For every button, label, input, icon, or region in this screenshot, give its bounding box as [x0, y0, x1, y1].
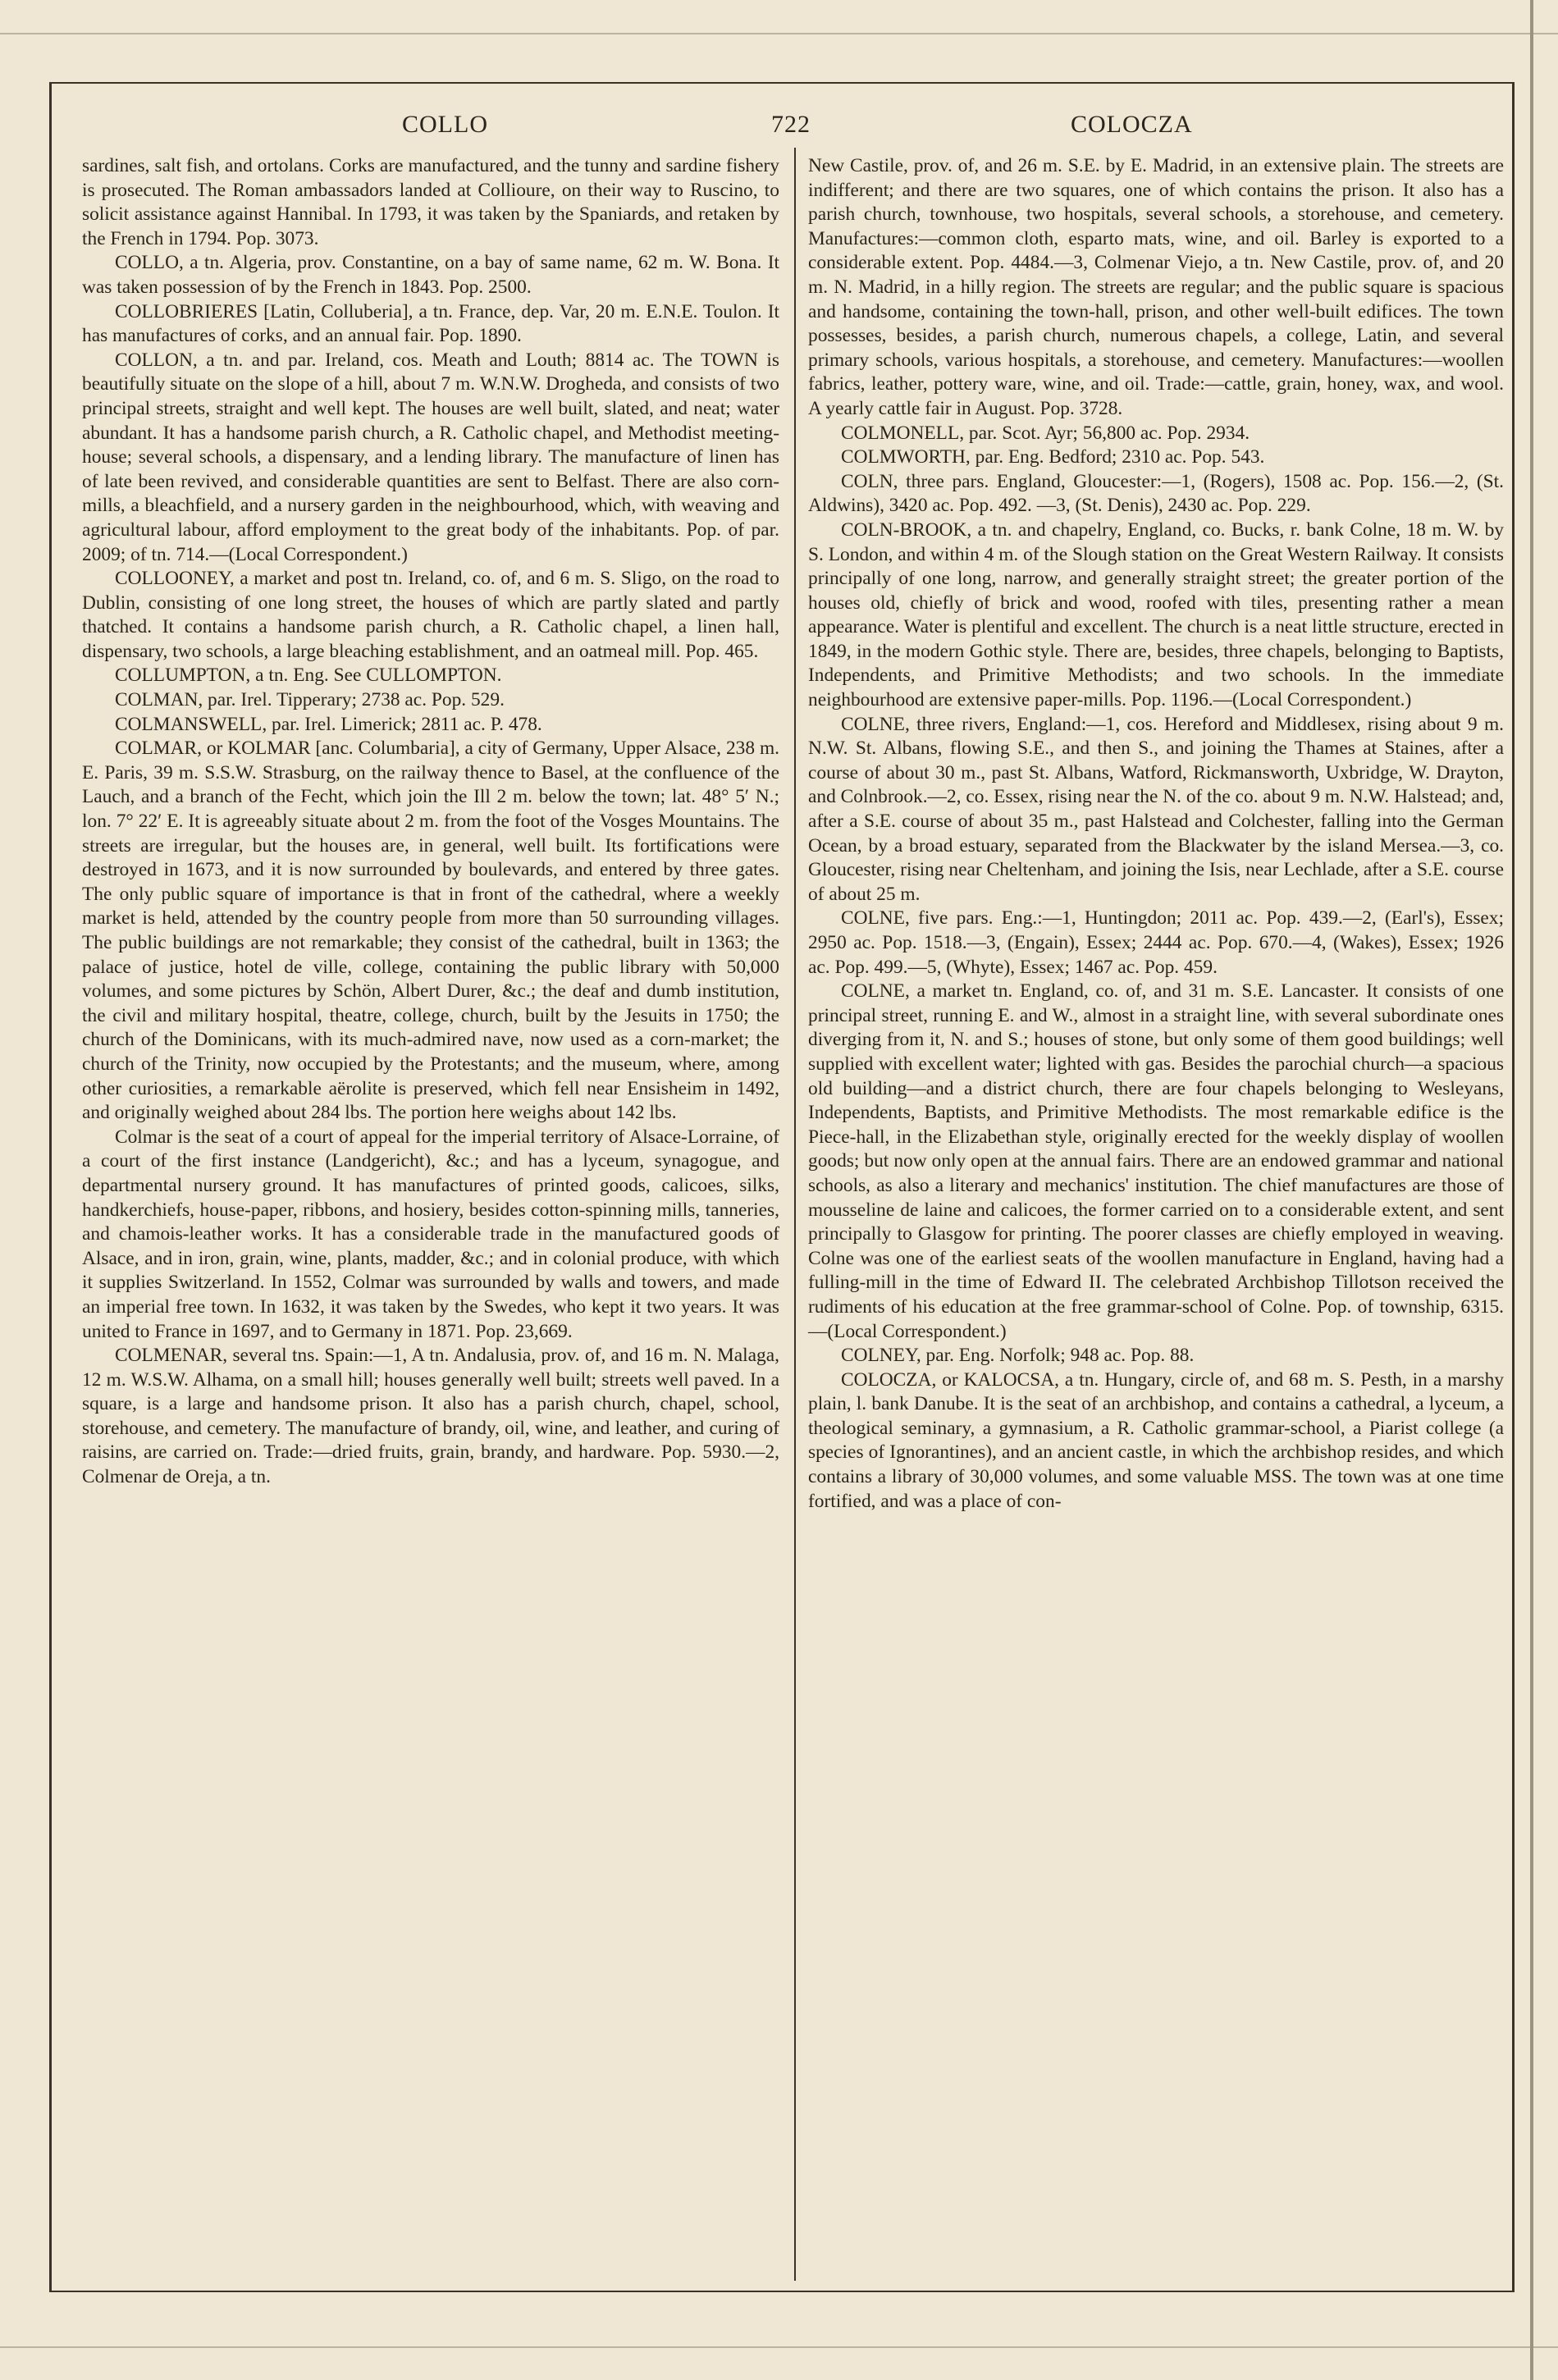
entry-paragraph: COLNE, five pars. Eng.:—1, Huntingdon; 2011 ac. Pop. 439.—2, (Earl's), Essex; 2950 ac. Pop. 1518.—3, (Engain), Essex; 2444 ac. Pop. 670.—4, (Wakes), Essex; 1926 ac. Pop. 499.—5, (Whyte), Essex; 1467 ac. Pop. 459.	[808, 907, 1504, 978]
header-right-word: COLOCZA	[1071, 111, 1193, 138]
entry-paragraph: COLMWORTH, par. Eng. Bedford; 2310 ac. Pop. 543.	[841, 446, 1265, 468]
entry-paragraph: COLLOONEY, a market and post tn. Ireland, co. of, and 6 m. S. Sligo, on the road to Dublin, consisting of one long street, the houses of which are partly slated and partly thatched. It contains a handsome parish church, a R. Catholic chapel, a linen hall, dispensary, two schools, a large bleaching establishment, and an oatmeal mill. Pop. 465.	[82, 568, 779, 662]
left-column	[82, 154, 779, 1490]
entry-paragraph: COLN-BROOK, a tn. and chapelry, England, co. Bucks, r. bank Colne, 18 m. W. by S. London, and within 4 m. of the Slough station on the Great Western Railway. It consists principally of one long, narrow, and generally straight street; the greater portion of the houses old, chiefly of brick and wood, roofed with tiles, presenting rather a mean appearance. Water is plentiful and excellent. The church is a neat little structure, erected in 1849, in the modern Gothic style. There are, besides, three chapels, belonging to Baptists, Independents, and Primitive Methodists; and two schools. In the immediate neighbourhood are extensive paper-mills. Pop. 1196.—(Local Correspondent.)	[808, 518, 1504, 711]
outer-rule-bottom	[0, 2346, 1558, 2348]
column-divider	[794, 148, 796, 2281]
entry-paragraph: COLNEY, par. Eng. Norfolk; 948 ac. Pop. 88.	[841, 1345, 1195, 1367]
outer-rule-top	[0, 33, 1558, 34]
header-left-word: COLLO	[402, 111, 488, 138]
entry-paragraph: COLLO, a tn. Algeria, prov. Constantine, on a bay of same name, 62 m. W. Bona. It was taken possession of by the French in 1843. Pop. 2500.	[82, 252, 779, 298]
entry-paragraph: Colmar is the seat of a court of appeal for the imperial territory of Alsace-Lorraine, of a court of the first instance (Landgericht), &c.; and has a lyceum, synagogue, and departmental nursery ground. It has manufactures of printed goods, calicoes, silks, handkerchiefs, house-paper, ribbons, and hosiery, besides cotton-spinning mills, tanneries, and chamois-leather works. It has a considerable trade in the manufactured goods of Alsace, and in iron, grain, wine, plants, madder, &c.; and in colonial produce, with which it supplies Switzerland. In 1552, Colmar was surrounded by walls and towers, and made an imperial free town. In 1632, it was taken by the Swedes, who kept it two years. It was united to France in 1697, and to Germany in 1871. Pop. 23,669.	[82, 1126, 779, 1342]
page-number: 722	[771, 111, 811, 138]
entry-paragraph: COLMAR, or KOLMAR [anc. Columbaria], a city of Germany, Upper Alsace, 238 m. E. Paris, 39 m. S.S.W. Strasburg, on the railway thence to Basel, at the confluence of the Lauch, and a branch of the Fecht, which join the Ill 2 m. below the town; lat. 48° 5′ N.; lon. 7° 22′ E. It is agreeably situate about 2 m. from the foot of the Vosges Mountains. The streets are irregular, but the houses are, in general, well built. Its fortifications were destroyed in 1673, and it is now surrounded by boulevards, and entered by three gates. The only public square of importance is that in front of the cathedral, where a weekly market is held, attended by the country people from more than 50 surrounding villages. The public buildings are not remarkable; they consist of the cathedral, built in 1363; the palace of justice, hotel de ville, college, containing the public library with 50,000 volumes, and some pictures by Schön, Albert Durer, &c.; the deaf and dumb institution, the civil and military hospital, theatre, college, church, built by the Jesuits in 1750; the church of the Dominicans, with its much-admired nave, now used as a corn-market; the church of the Trinity, now occupied by the Protestants; and the museum, where, among other curiosities, a remarkable aërolite is preserved, which fell near Ensisheim in 1492, and originally weighed about 284 lbs. The portion here weighs about 142 lbs.	[82, 738, 779, 1124]
entry-paragraph: COLMONELL, par. Scot. Ayr; 56,800 ac. Pop. 2934.	[841, 422, 1250, 444]
entry-paragraph: COLMANSWELL, par. Irel. Limerick; 2811 ac. P. 478.	[115, 713, 542, 735]
entry-paragraph: COLOCZA, or KALOCSA, a tn. Hungary, circle of, and 68 m. S. Pesth, in a marshy plain, l. bank Danube. It is the seat of an archbishop, and contains a cathedral, a lyceum, a theological seminary, a gymnasium, a R. Catholic grammar-school, a Piarist college (a species of Ignorantines), and an ancient castle, in which the archbishop resides, and which contains a library of 30,000 volumes, and some valuable MSS. The town was at one time fortified, and was a place of con-	[808, 1368, 1504, 1512]
entry-paragraph: New Castile, prov. of, and 26 m. S.E. by E. Madrid, in an extensive plain. The streets are indifferent; and there are two squares, one of which contains the prison. It also has a parish church, townhouse, two hospitals, several schools, a storehouse, and cemetery. Manufactures:—common cloth, esparto mats, wine, and oil. Barley is exported to a considerable extent. Pop. 4484.—3, Colmenar Viejo, a tn. New Castile, prov. of, and 20 m. N. Madrid, in a hilly region. The streets are regular; and the public square is spacious and handsome, containing the town-hall, prison, and other well-built edifices. The town possesses, besides, a parish church, numerous chapels, a college, Latin, and several primary schools, various hospitals, a storehouse, and cemetery. Manufactures:—woollen fabrics, leather, pottery ware, wine, and oil. Trade:—cattle, grain, honey, wax, and wool. A yearly cattle fair in August. Pop. 3728.	[808, 155, 1504, 419]
entry-paragraph: COLMAN, par. Irel. Tipperary; 2738 ac. Pop. 529.	[115, 689, 505, 711]
entry-paragraph: sardines, salt fish, and ortolans. Corks are manufactured, and the tunny and sardine fishery is prosecuted. The Roman ambassadors landed at Collioure, on their way to Ruscino, to solicit assistance against Hannibal. In 1793, it was taken by the Spaniards, and retaken by the French in 1794. Pop. 3073.	[82, 155, 779, 249]
right-column	[808, 154, 1504, 1514]
entry-paragraph: COLNE, a market tn. England, co. of, and 31 m. S.E. Lancaster. It consists of one principal street, running E. and W., almost in a straight line, with several subordinate ones diverging from it, N. and S.; houses of stone, but only some of them good buildings; well supplied with excellent water; lighted with gas. Besides the parochial church—a spacious old building—and a district church, there are four chapels belonging to Wesleyans, Independents, Baptists, and Primitive Methodists. The most remarkable edifice is the Piece-hall, in the Elizabethan style, originally erected for the weekly display of woollen goods; but now only open at the annual fairs. There are an endowed grammar and national schools, as also a literary and mechanics' institution. The chief manufactures are those of mousseline de laine and calicoes, the former carried on to a considerable extent, and sent principally to Glasgow for printing. The poorer classes are chiefly employed in weaving. Colne was one of the earliest seats of the woollen manufacture in England, having had a fulling-mill in the time of Edward II. The celebrated Archbishop Tillotson received the rudiments of his education at the free grammar-school of Colne. Pop. of township, 6315.—(Local Correspondent.)	[808, 980, 1504, 1342]
entry-paragraph: COLNE, three rivers, England:—1, cos. Hereford and Middlesex, rising about 9 m. N.W. St. Albans, flowing S.E., and then S., and joining the Thames at Staines, after a course of about 30 m., past St. Albans, Watford, Rickmansworth, Uxbridge, W. Drayton, and Colnbrook.—2, co. Essex, rising near the N. of the co. about 9 m. N.W. Halstead; and, after a S.E. course of about 35 m., past Halstead and Colchester, falling into the German Ocean, by a broad estuary, separated from the Blackwater by the island Mersea.—3, co. Gloucester, rising near Cheltenham, and joining the Isis, near Lechlade, after a S.E. course of about 25 m.	[808, 713, 1504, 905]
entry-paragraph: COLLUMPTON, a tn. Eng. See CULLOMPTON.	[115, 665, 502, 687]
entry-paragraph: COLLON, a tn. and par. Ireland, cos. Meath and Louth; 8814 ac. The TOWN is beautifully situate on the slope of a hill, about 7 m. W.N.W. Drogheda, and consists of two principal streets, straight and well kept. The houses are well built, slated, and neat; water abundant. It has a handsome parish church, a R. Catholic chapel, and Methodist meeting-house; several schools, a dispensary, and a lending library. The manufacture of linen has of late been revived, and considerable quantities are sent to Belfast. There are also corn-mills, a bleachfield, and a nursery garden in the neighbourhood, which, with weaving and agricultural labour, afford employment to the great body of the inhabitants. Pop. of par. 2009; of tn. 714.—(Local Correspondent.)	[82, 349, 779, 565]
running-header	[82, 103, 1477, 152]
entry-paragraph: COLLOBRIERES [Latin, Colluberia], a tn. France, dep. Var, 20 m. E.N.E. Toulon. It has manufactures of corks, and an annual fair. Pop. 1890.	[82, 300, 779, 347]
entry-paragraph: COLMENAR, several tns. Spain:—1, A tn. Andalusia, prov. of, and 16 m. N. Malaga, 12 m. W.S.W. Alhama, on a small hill; houses generally well built; streets well paved. In a square, is a large and handsome prison. It also has a parish church, chapel, school, storehouse, and cemetery. The manufacture of brandy, oil, wine, and leather, and curing of raisins, are carried on. Trade:—dried fruits, grain, brandy, and hardware. Pop. 5930.—2, Colmenar de Oreja, a tn.	[82, 1345, 779, 1488]
book-edge	[1530, 0, 1533, 2380]
entry-paragraph: COLN, three pars. England, Gloucester:—1, (Rogers), 1508 ac. Pop. 156.—2, (St. Aldwins), 3420 ac. Pop. 492. —3, (St. Denis), 2430 ac. Pop. 229.	[808, 470, 1504, 517]
